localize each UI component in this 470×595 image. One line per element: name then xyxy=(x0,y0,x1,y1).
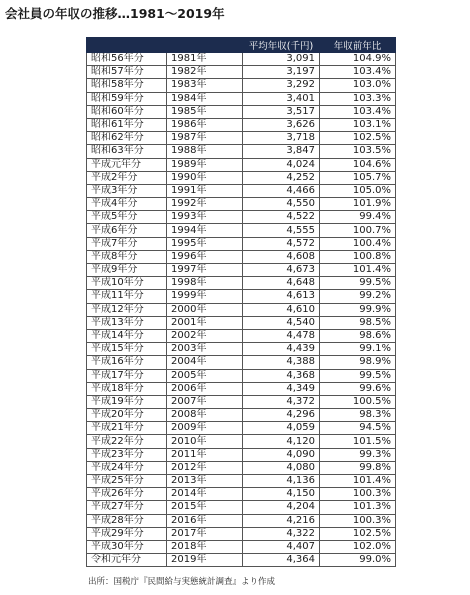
cell-year: 2002年 xyxy=(167,329,243,342)
cell-avg-income: 4,572 xyxy=(243,237,320,250)
cell-avg-income: 3,091 xyxy=(243,53,320,66)
table-row xyxy=(87,198,396,211)
cell-yoy: 99.6% xyxy=(320,382,396,395)
cell-era: 平成20年分 xyxy=(87,409,167,422)
cell-year: 1984年 xyxy=(167,92,243,105)
cell-year: 1990年 xyxy=(167,171,243,184)
table-row xyxy=(87,158,396,171)
cell-era: 昭和60年分 xyxy=(87,105,167,118)
cell-yoy: 99.0% xyxy=(320,554,396,567)
cell-avg-income: 4,478 xyxy=(243,329,320,342)
table-row xyxy=(87,105,396,118)
table-row xyxy=(87,316,396,329)
cell-yoy: 103.5% xyxy=(320,145,396,158)
table-header-row xyxy=(87,38,396,53)
cell-era: 昭和63年分 xyxy=(87,145,167,158)
cell-yoy: 101.4% xyxy=(320,264,396,277)
table-row xyxy=(87,53,396,66)
cell-era: 昭和62年分 xyxy=(87,132,167,145)
cell-year: 2007年 xyxy=(167,395,243,408)
cell-avg-income: 4,120 xyxy=(243,435,320,448)
cell-avg-income: 4,439 xyxy=(243,343,320,356)
cell-yoy: 105.0% xyxy=(320,184,396,197)
cell-year: 2006年 xyxy=(167,382,243,395)
cell-era: 平成4年分 xyxy=(87,198,167,211)
cell-yoy: 103.4% xyxy=(320,66,396,79)
table-row xyxy=(87,382,396,395)
cell-yoy: 103.3% xyxy=(320,92,396,105)
cell-era: 平成2年分 xyxy=(87,171,167,184)
table-body xyxy=(87,53,396,567)
cell-year: 2004年 xyxy=(167,356,243,369)
cell-era: 平成27年分 xyxy=(87,501,167,514)
cell-yoy: 100.4% xyxy=(320,237,396,250)
cell-yoy: 100.3% xyxy=(320,514,396,527)
cell-avg-income: 4,522 xyxy=(243,211,320,224)
table-row xyxy=(87,422,396,435)
cell-era: 平成28年分 xyxy=(87,514,167,527)
cell-avg-income: 4,059 xyxy=(243,422,320,435)
cell-yoy: 101.3% xyxy=(320,501,396,514)
cell-era: 平成29年分 xyxy=(87,527,167,540)
table-row xyxy=(87,395,396,408)
cell-year: 2012年 xyxy=(167,461,243,474)
table-row xyxy=(87,277,396,290)
cell-year: 2016年 xyxy=(167,514,243,527)
cell-era: 平成10年分 xyxy=(87,277,167,290)
cell-era: 平成5年分 xyxy=(87,211,167,224)
cell-era: 平成6年分 xyxy=(87,224,167,237)
cell-era: 平成24年分 xyxy=(87,461,167,474)
cell-year: 1988年 xyxy=(167,145,243,158)
cell-era: 平成8年分 xyxy=(87,250,167,263)
cell-avg-income: 4,296 xyxy=(243,409,320,422)
cell-era: 昭和59年分 xyxy=(87,92,167,105)
cell-avg-income: 4,673 xyxy=(243,264,320,277)
table-row xyxy=(87,356,396,369)
cell-yoy: 98.9% xyxy=(320,356,396,369)
cell-yoy: 100.3% xyxy=(320,488,396,501)
header-year xyxy=(167,38,243,53)
cell-yoy: 100.5% xyxy=(320,395,396,408)
table-row xyxy=(87,343,396,356)
table-row xyxy=(87,118,396,131)
cell-avg-income: 3,292 xyxy=(243,79,320,92)
cell-avg-income: 3,401 xyxy=(243,92,320,105)
table-row xyxy=(87,132,396,145)
cell-era: 平成13年分 xyxy=(87,316,167,329)
cell-era: 昭和61年分 xyxy=(87,118,167,131)
cell-era: 平成12年分 xyxy=(87,303,167,316)
cell-year: 1995年 xyxy=(167,237,243,250)
table-row xyxy=(87,92,396,105)
cell-year: 2018年 xyxy=(167,540,243,553)
table-row xyxy=(87,540,396,553)
cell-era: 平成7年分 xyxy=(87,237,167,250)
cell-avg-income: 4,388 xyxy=(243,356,320,369)
cell-avg-income: 3,847 xyxy=(243,145,320,158)
cell-era: 平成23年分 xyxy=(87,448,167,461)
cell-avg-income: 4,349 xyxy=(243,382,320,395)
cell-avg-income: 4,252 xyxy=(243,171,320,184)
cell-year: 2001年 xyxy=(167,316,243,329)
cell-avg-income: 4,080 xyxy=(243,461,320,474)
header-era xyxy=(87,38,167,53)
cell-yoy: 103.4% xyxy=(320,105,396,118)
cell-year: 2013年 xyxy=(167,475,243,488)
cell-yoy: 99.8% xyxy=(320,461,396,474)
cell-year: 2009年 xyxy=(167,422,243,435)
cell-year: 1982年 xyxy=(167,66,243,79)
cell-era: 平成30年分 xyxy=(87,540,167,553)
table-row xyxy=(87,79,396,92)
cell-year: 2019年 xyxy=(167,554,243,567)
cell-yoy: 101.9% xyxy=(320,198,396,211)
source-note: 出所：国税庁『民間給与実態統計調査』より作成 xyxy=(88,577,276,587)
page-title: 会社員の年収の推移…1981～2019年 xyxy=(5,6,225,21)
cell-era: 平成26年分 xyxy=(87,488,167,501)
table-row xyxy=(87,514,396,527)
cell-era: 平成25年分 xyxy=(87,475,167,488)
table-row xyxy=(87,409,396,422)
cell-year: 1994年 xyxy=(167,224,243,237)
cell-year: 1985年 xyxy=(167,105,243,118)
table-row xyxy=(87,171,396,184)
cell-year: 2008年 xyxy=(167,409,243,422)
cell-yoy: 98.6% xyxy=(320,329,396,342)
table-row xyxy=(87,448,396,461)
cell-yoy: 99.2% xyxy=(320,290,396,303)
cell-avg-income: 4,204 xyxy=(243,501,320,514)
table-row xyxy=(87,475,396,488)
cell-era: 昭和56年分 xyxy=(87,53,167,66)
cell-era: 平成21年分 xyxy=(87,422,167,435)
cell-yoy: 102.0% xyxy=(320,540,396,553)
cell-era: 平成元年分 xyxy=(87,158,167,171)
cell-year: 2014年 xyxy=(167,488,243,501)
cell-avg-income: 4,610 xyxy=(243,303,320,316)
cell-yoy: 104.9% xyxy=(320,53,396,66)
cell-year: 1981年 xyxy=(167,53,243,66)
cell-avg-income: 4,090 xyxy=(243,448,320,461)
cell-yoy: 104.6% xyxy=(320,158,396,171)
cell-yoy: 100.7% xyxy=(320,224,396,237)
cell-era: 平成11年分 xyxy=(87,290,167,303)
table-row xyxy=(87,435,396,448)
income-table xyxy=(86,37,396,567)
cell-avg-income: 4,024 xyxy=(243,158,320,171)
header-yoy: 年収前年比 xyxy=(320,38,396,53)
cell-avg-income: 3,197 xyxy=(243,66,320,79)
cell-avg-income: 3,626 xyxy=(243,118,320,131)
cell-era: 平成19年分 xyxy=(87,395,167,408)
cell-yoy: 94.5% xyxy=(320,422,396,435)
table-row xyxy=(87,488,396,501)
cell-yoy: 103.0% xyxy=(320,79,396,92)
cell-year: 1993年 xyxy=(167,211,243,224)
cell-avg-income: 4,407 xyxy=(243,540,320,553)
cell-era: 平成3年分 xyxy=(87,184,167,197)
cell-avg-income: 4,555 xyxy=(243,224,320,237)
cell-yoy: 102.5% xyxy=(320,527,396,540)
cell-era: 平成18年分 xyxy=(87,382,167,395)
table-row xyxy=(87,527,396,540)
cell-era: 平成17年分 xyxy=(87,369,167,382)
cell-yoy: 99.5% xyxy=(320,369,396,382)
cell-avg-income: 3,718 xyxy=(243,132,320,145)
table-row xyxy=(87,224,396,237)
cell-avg-income: 4,364 xyxy=(243,554,320,567)
cell-yoy: 102.5% xyxy=(320,132,396,145)
cell-yoy: 100.8% xyxy=(320,250,396,263)
cell-year: 1983年 xyxy=(167,79,243,92)
cell-year: 1996年 xyxy=(167,250,243,263)
cell-year: 1991年 xyxy=(167,184,243,197)
table-row xyxy=(87,250,396,263)
cell-year: 2010年 xyxy=(167,435,243,448)
table-row xyxy=(87,237,396,250)
cell-avg-income: 4,372 xyxy=(243,395,320,408)
cell-year: 1989年 xyxy=(167,158,243,171)
cell-avg-income: 4,608 xyxy=(243,250,320,263)
cell-era: 平成15年分 xyxy=(87,343,167,356)
cell-year: 2000年 xyxy=(167,303,243,316)
cell-year: 2011年 xyxy=(167,448,243,461)
cell-avg-income: 4,550 xyxy=(243,198,320,211)
cell-yoy: 99.1% xyxy=(320,343,396,356)
cell-yoy: 105.7% xyxy=(320,171,396,184)
table-row xyxy=(87,369,396,382)
cell-era: 令和元年分 xyxy=(87,554,167,567)
cell-year: 1992年 xyxy=(167,198,243,211)
cell-yoy: 99.5% xyxy=(320,277,396,290)
cell-yoy: 103.1% xyxy=(320,118,396,131)
cell-year: 2017年 xyxy=(167,527,243,540)
cell-yoy: 99.9% xyxy=(320,303,396,316)
cell-avg-income: 4,466 xyxy=(243,184,320,197)
cell-avg-income: 4,540 xyxy=(243,316,320,329)
cell-yoy: 99.4% xyxy=(320,211,396,224)
cell-avg-income: 4,136 xyxy=(243,475,320,488)
cell-yoy: 98.5% xyxy=(320,316,396,329)
cell-yoy: 101.4% xyxy=(320,475,396,488)
cell-year: 1997年 xyxy=(167,264,243,277)
cell-year: 1998年 xyxy=(167,277,243,290)
cell-avg-income: 4,368 xyxy=(243,369,320,382)
cell-era: 平成22年分 xyxy=(87,435,167,448)
cell-avg-income: 4,648 xyxy=(243,277,320,290)
table-row xyxy=(87,501,396,514)
cell-era: 平成9年分 xyxy=(87,264,167,277)
cell-year: 1999年 xyxy=(167,290,243,303)
table-row xyxy=(87,66,396,79)
table-row xyxy=(87,184,396,197)
table-row xyxy=(87,290,396,303)
cell-year: 1986年 xyxy=(167,118,243,131)
cell-avg-income: 4,322 xyxy=(243,527,320,540)
table-row xyxy=(87,329,396,342)
cell-era: 昭和57年分 xyxy=(87,66,167,79)
header-avg-income: 平均年収(千円) xyxy=(243,38,320,53)
table-row xyxy=(87,554,396,567)
cell-avg-income: 4,150 xyxy=(243,488,320,501)
table-row xyxy=(87,145,396,158)
table-row xyxy=(87,264,396,277)
table-row xyxy=(87,303,396,316)
cell-year: 1987年 xyxy=(167,132,243,145)
table-row xyxy=(87,211,396,224)
cell-era: 平成14年分 xyxy=(87,329,167,342)
cell-year: 2005年 xyxy=(167,369,243,382)
cell-year: 2015年 xyxy=(167,501,243,514)
cell-avg-income: 4,216 xyxy=(243,514,320,527)
cell-era: 昭和58年分 xyxy=(87,79,167,92)
cell-avg-income: 3,517 xyxy=(243,105,320,118)
cell-yoy: 99.3% xyxy=(320,448,396,461)
cell-yoy: 98.3% xyxy=(320,409,396,422)
table-row xyxy=(87,461,396,474)
cell-yoy: 101.5% xyxy=(320,435,396,448)
cell-avg-income: 4,613 xyxy=(243,290,320,303)
cell-era: 平成16年分 xyxy=(87,356,167,369)
cell-year: 2003年 xyxy=(167,343,243,356)
